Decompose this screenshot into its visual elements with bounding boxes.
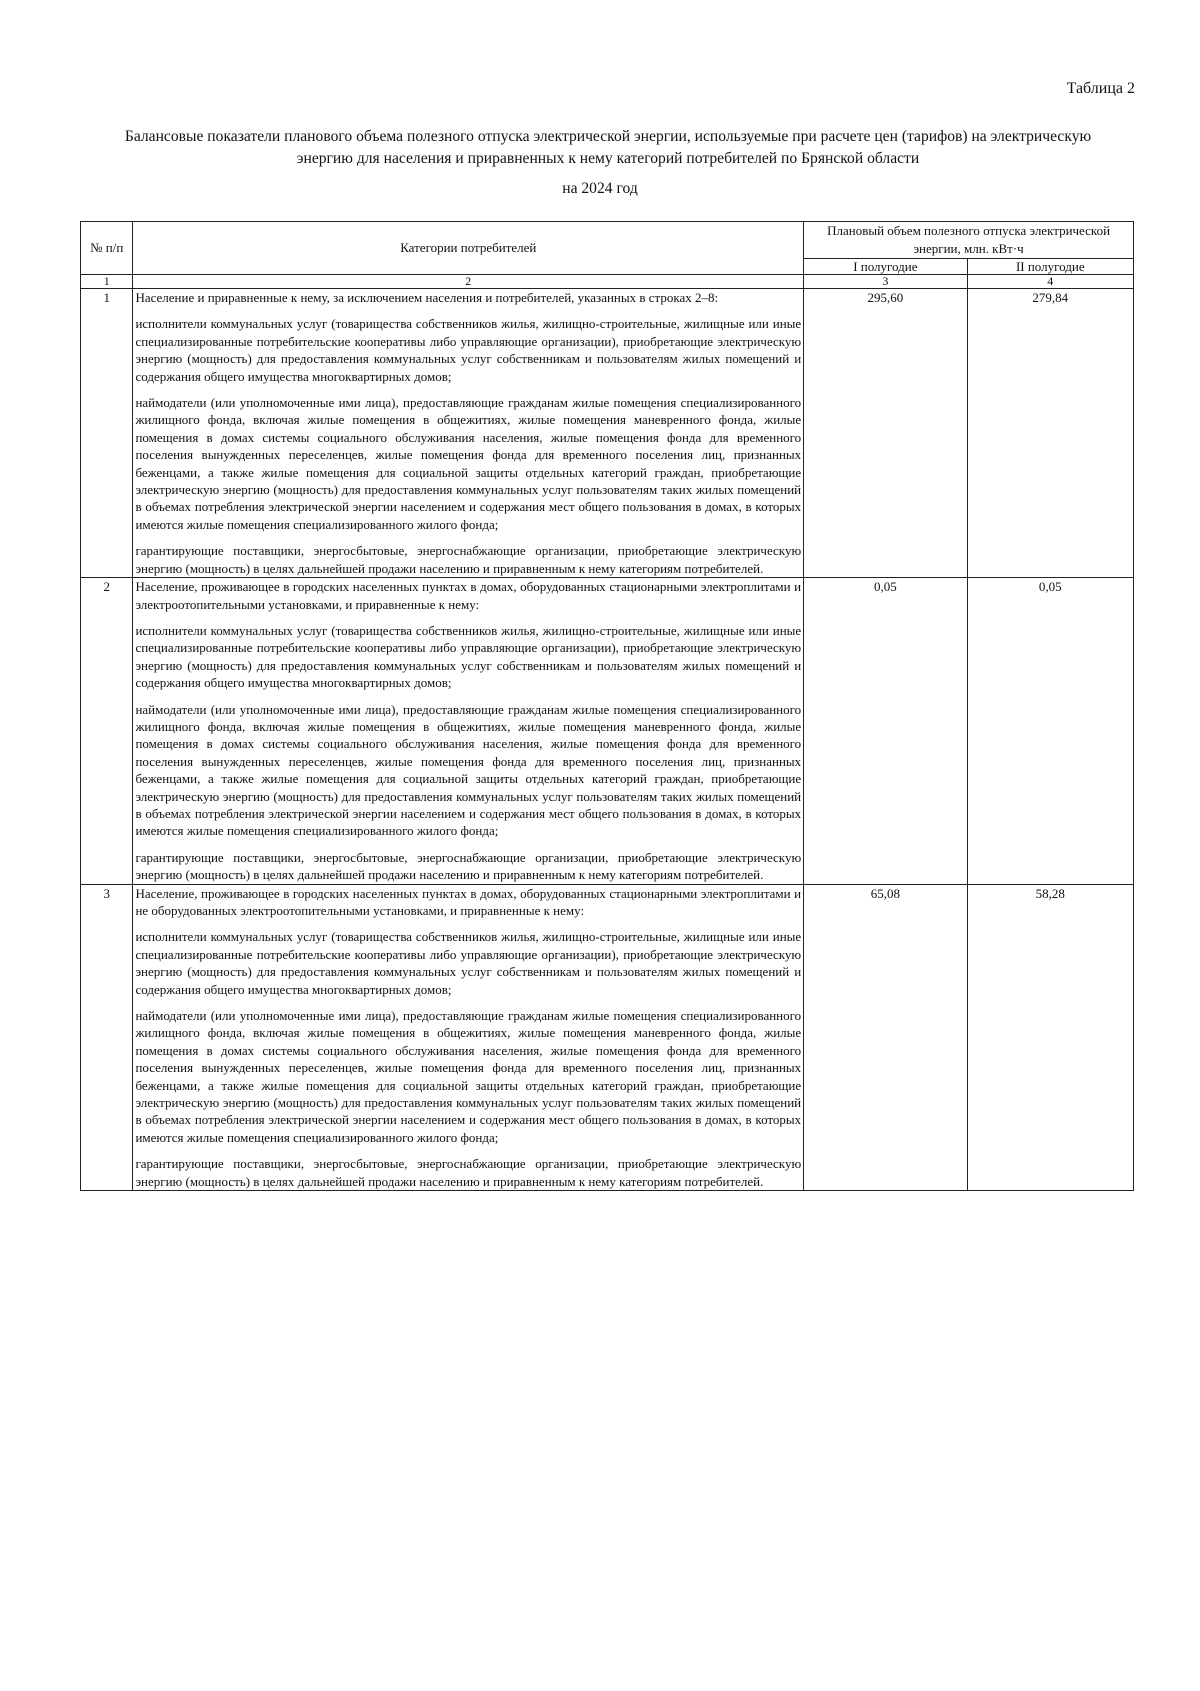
table-label: Таблица 2 xyxy=(1066,80,1135,97)
category-cell xyxy=(133,289,804,578)
index-cell: 4 xyxy=(967,275,1133,289)
table-row xyxy=(81,884,1134,1191)
volume-half-1: 295,60 xyxy=(804,289,967,578)
document-year: на 2024 год xyxy=(562,180,638,197)
row-number: 3 xyxy=(81,884,133,1191)
header-half-2: II полугодие xyxy=(967,259,1133,275)
category-suppliers: гарантирующие поставщики, энергосбытовые, энергоснабжающие организации, приобретающие электрическую энергию (мощность) в целях дальнейшей продажи населению и приравненным к нему категориям потребителей. xyxy=(135,849,802,883)
category-landlords: наймодатели (или уполномоченные ими лица), предоставляющие гражданам жилые помещения специализированного жилищного фонда, включая жилые помещения в общежитиях, жилые помещения маневренного фонда, жилые помещения в домах системы социального обслуживания населения, жилые помещения фонда для временного поселения вынужденных переселенцев, жилые помещения фонда для временного поселения лиц, признанных беженцами, а также жилые помещения для социальной защиты отдельных категорий граждан, приобретающие электрическую энергию (мощность) для предоставления коммунальных услуг пользователям таких жилых помещений в объемах потребления электрической энергии населением и содержания мест общего пользования в домах, в которых имеются жилые помещения специализированного жилого фонда; xyxy=(135,701,802,839)
volume-half-1: 65,08 xyxy=(804,884,967,1191)
volume-half-1: 0,05 xyxy=(804,578,967,885)
index-cell: 3 xyxy=(804,275,967,289)
volume-half-2: 279,84 xyxy=(967,289,1133,578)
row-number: 1 xyxy=(81,289,133,578)
volume-half-2: 58,28 xyxy=(967,884,1133,1191)
header-volume: Плановый объем полезного отпуска электрической энергии, млн. кВт·ч xyxy=(804,222,1134,259)
category-executors: исполнители коммунальных услуг (товарищества собственников жилья, жилищно-строительные, жилищные или иные специализированные потребительские кооперативы либо управляющие организации), приобретающие электрическую энергию (мощность) для предоставления коммунальных услуг собственникам и пользователям жилых помещений и содержания общего имущества многоквартирных домов; xyxy=(135,622,802,691)
category-main: Население, проживающее в городских населенных пунктах в домах, оборудованных стационарными электроплитами и не оборудованных электроотопительными установками, и приравненные к нему: xyxy=(135,885,802,918)
row-number: 2 xyxy=(81,578,133,885)
table-row xyxy=(81,289,1134,578)
volume-half-2: 0,05 xyxy=(967,578,1133,885)
index-cell: 1 xyxy=(81,275,133,289)
category-executors: исполнители коммунальных услуг (товарищества собственников жилья, жилищно-строительные, жилищные или иные специализированные потребительские кооперативы либо управляющие организации), приобретающие электрическую энергию (мощность) для предоставления коммунальных услуг собственникам и пользователям жилых помещений и содержания общего имущества многоквартирных домов; xyxy=(135,929,802,997)
index-cell: 2 xyxy=(133,275,804,289)
category-cell xyxy=(133,578,804,885)
category-executors: исполнители коммунальных услуг (товарищества собственников жилья, жилищно-строительные, жилищные или иные специализированные потребительские кооперативы либо управляющие организации), приобретающие электрическую энергию (мощность) для предоставления коммунальных услуг собственникам и пользователям жилых помещений и содержания общего имущества многоквартирных домов; xyxy=(135,316,802,384)
category-suppliers: гарантирующие поставщики, энергосбытовые, энергоснабжающие организации, приобретающие электрическую энергию (мощность) в целях дальнейшей продажи населению и приравненным к нему категориям потребителей. xyxy=(135,543,802,576)
header-category: Категории потребителей xyxy=(133,222,804,275)
header-half-1: I полугодие xyxy=(804,259,967,275)
category-landlords: наймодатели (или уполномоченные ими лица), предоставляющие гражданам жилые помещения специализированного жилищного фонда, включая жилые помещения в общежитиях, жилые помещения маневренного фонда, жилые помещения в домах системы социального обслуживания населения, жилые помещения фонда для временного поселения вынужденных переселенцев, жилые помещения фонда для временного поселения лиц, признанных беженцами, а также жилые помещения для социальной защиты отдельных категорий граждан, приобретающие электрическую энергию (мощность) для предоставления коммунальных услуг пользователям таких жилых помещений в объемах потребления электрической энергии населением и содержания мест общего пользования в домах, в которых имеются жилые помещения специализированного жилого фонда; xyxy=(135,1008,802,1145)
category-cell xyxy=(133,884,804,1191)
category-suppliers: гарантирующие поставщики, энергосбытовые, энергоснабжающие организации, приобретающие электрическую энергию (мощность) в целях дальнейшей продажи населению и приравненным к нему категориям потребителей. xyxy=(135,1156,802,1189)
category-landlords: наймодатели (или уполномоченные ими лица), предоставляющие гражданам жилые помещения специализированного жилищного фонда, включая жилые помещения в общежитиях, жилые помещения маневренного фонда, жилые помещения в домах системы социального обслуживания населения, жилые помещения фонда для временного поселения вынужденных переселенцев, жилые помещения фонда для временного поселения лиц, признанных беженцами, а также жилые помещения для социальной защиты отдельных категорий граждан, приобретающие электрическую энергию (мощность) для предоставления коммунальных услуг пользователям таких жилых помещений в объемах потребления электрической энергии населением и содержания мест общего пользования в домах, в которых имеются жилые помещения специализированного жилого фонда; xyxy=(135,395,802,532)
table-row xyxy=(81,578,1134,885)
header-num: № п/п xyxy=(81,222,133,275)
balance-table xyxy=(80,221,1134,1191)
category-main: Население и приравненные к нему, за исключением населения и потребителей, указанных в строках 2–8: xyxy=(135,290,719,305)
category-main: Население, проживающее в городских населенных пунктах в домах, оборудованных стационарными электроплитами и электроотопительными установками, и приравненные к нему: xyxy=(135,579,802,612)
document-title: Балансовые показатели планового объема полезного отпуска электрической энергии, используемые при расчете цен (тарифов) на электрическую энергию для населения и приравненных к нему категорий потребителей по Брянской области xyxy=(124,128,1092,167)
